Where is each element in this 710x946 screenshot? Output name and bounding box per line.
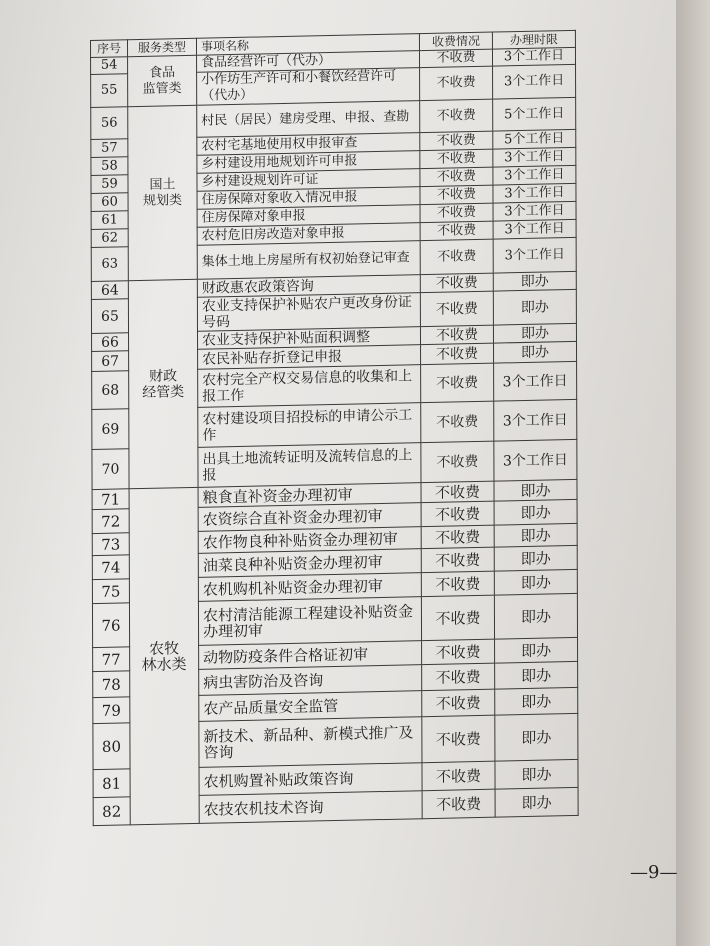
fee-cell: 不收费	[420, 131, 493, 151]
fee-cell: 不收费	[421, 525, 494, 549]
time-limit-cell: 即办	[494, 523, 577, 547]
row-serial: 79	[93, 697, 130, 724]
fee-cell: 不收费	[422, 639, 495, 665]
fee-cell: 不收费	[421, 595, 494, 641]
item-name-cell: 出具土地流转证明及流转信息的上报	[198, 443, 421, 488]
time-limit-cell: 即办	[495, 637, 578, 663]
item-name-cell: 农作物良种补贴资金办理初审	[198, 527, 421, 554]
fee-cell: 不收费	[421, 571, 494, 597]
time-limit-cell: 3个工作日	[493, 64, 576, 99]
item-name-cell: 农民补贴存折登记申报	[198, 345, 421, 370]
item-name-cell: 农村建设项目招投标的申请公示工作	[198, 403, 421, 448]
row-serial: 57	[91, 139, 128, 158]
fee-cell: 不收费	[422, 689, 495, 717]
time-limit-cell: 3个工作日	[493, 183, 576, 203]
time-limit-cell: 5个工作日	[493, 97, 576, 131]
row-serial: 72	[92, 509, 129, 534]
header-time-limit: 办理时限	[492, 30, 575, 49]
item-name-cell: 油菜良种补贴资金办理初审	[198, 549, 421, 578]
fee-cell: 不收费	[420, 66, 493, 101]
header-service-type: 服务类型	[127, 38, 196, 56]
fee-cell: 不收费	[420, 149, 493, 169]
item-name-cell: 农业支持保护补贴面积调整	[198, 327, 421, 350]
time-limit-cell: 即办	[494, 499, 577, 525]
time-limit-cell: 即办	[495, 759, 578, 789]
fee-cell: 不收费	[420, 99, 493, 133]
row-serial: 69	[92, 409, 129, 450]
service-type-cell: 国土 规划类	[128, 105, 198, 280]
fee-cell: 不收费	[420, 273, 493, 293]
time-limit-cell: 即办	[493, 271, 576, 291]
time-limit-cell: 3个工作日	[493, 237, 576, 273]
time-limit-cell: 3个工作日	[493, 201, 576, 221]
row-serial: 61	[91, 211, 128, 230]
row-serial: 55	[91, 74, 128, 108]
service-table-sheet	[90, 30, 579, 826]
fee-cell: 不收费	[421, 501, 494, 527]
row-serial: 60	[91, 193, 128, 212]
row-serial: 54	[91, 57, 128, 75]
fee-cell: 不收费	[422, 761, 495, 791]
time-limit-cell: 即办	[495, 787, 578, 817]
row-serial: 81	[93, 769, 130, 798]
service-type-cell: 财政 经管类	[128, 279, 198, 488]
time-limit-cell: 3个工作日	[494, 439, 577, 481]
time-limit-cell: 即办	[493, 289, 576, 325]
item-name-cell: 新技术、新品种、新模式推广及咨询	[199, 717, 422, 768]
time-limit-cell: 即办	[494, 545, 577, 571]
item-name-cell: 农技农机技术咨询	[199, 791, 422, 824]
fee-cell: 不收费	[421, 401, 494, 443]
fee-cell: 不收费	[420, 325, 493, 345]
time-limit-cell: 3个工作日	[493, 165, 576, 185]
row-serial: 56	[91, 107, 128, 140]
row-serial: 63	[91, 247, 128, 282]
item-name-cell: 粮食直补资金办理初审	[198, 483, 421, 508]
row-serial: 70	[92, 449, 129, 490]
row-serial: 73	[92, 533, 129, 556]
time-limit-cell: 3个工作日	[492, 47, 575, 66]
item-name-cell: 食品经营许可（代办）	[197, 51, 420, 73]
fee-cell: 不收费	[422, 715, 495, 763]
time-limit-cell: 3个工作日	[493, 219, 576, 239]
service-type-cell: 农牧 林水类	[129, 487, 199, 824]
row-serial: 62	[91, 229, 128, 248]
fee-cell: 不收费	[421, 547, 494, 573]
time-limit-cell: 即办	[495, 687, 578, 715]
row-serial: 64	[91, 281, 128, 300]
row-serial: 66	[92, 333, 129, 352]
item-name-cell: 乡村建设规划许可证	[197, 169, 420, 192]
item-name-cell: 病虫害防治及咨询	[199, 665, 422, 696]
header-fee: 收费情况	[419, 32, 492, 51]
time-limit-cell: 3个工作日	[494, 361, 577, 401]
item-name-cell: 农村完全产权交易信息的收集和上报工作	[198, 365, 421, 408]
item-name-cell: 农村清洁能源工程建设补贴资金办理初审	[198, 597, 421, 646]
item-name-cell: 动物防疫条件合格证初审	[199, 641, 422, 670]
service-table	[90, 30, 579, 826]
row-serial: 67	[92, 351, 129, 372]
page-edge	[676, 0, 710, 946]
item-name-cell: 住房保障对象收入情况申报	[197, 187, 420, 210]
fee-cell: 不收费	[420, 291, 493, 327]
time-limit-cell: 即办	[493, 323, 576, 343]
fee-cell: 不收费	[419, 49, 492, 68]
time-limit-cell: 即办	[494, 479, 577, 501]
item-name-cell: 集体土地上房屋所有权初始登记审查	[197, 241, 420, 280]
time-limit-cell: 即办	[494, 593, 577, 639]
page-number: —9—	[630, 862, 678, 883]
item-name-cell: 村民（居民）建房受理、申报、查勘	[197, 101, 420, 138]
item-name-cell: 农村危旧房改造对象申报	[197, 223, 420, 246]
row-serial: 59	[91, 175, 128, 194]
row-serial: 58	[91, 157, 128, 176]
row-serial: 68	[92, 371, 129, 410]
row-serial: 82	[93, 797, 130, 826]
item-name-cell: 农村宅基地使用权申报审查	[197, 133, 420, 156]
row-serial: 78	[93, 671, 130, 698]
fee-cell: 不收费	[422, 663, 495, 691]
row-serial: 71	[92, 489, 129, 510]
item-name-cell: 住房保障对象申报	[197, 205, 420, 228]
fee-cell: 不收费	[422, 789, 495, 819]
row-serial: 80	[93, 723, 130, 770]
item-name-cell: 财政惠农政策咨询	[197, 275, 420, 298]
time-limit-cell: 5个工作日	[493, 129, 576, 149]
item-name-cell: 农机购机补贴资金办理初审	[198, 573, 421, 602]
row-serial: 65	[91, 299, 128, 334]
fee-cell: 不收费	[421, 441, 494, 483]
item-name-cell: 农机购置补贴政策咨询	[199, 763, 422, 796]
time-limit-cell: 即办	[493, 341, 576, 363]
header-item-name: 事项名称	[196, 34, 419, 56]
item-name-cell: 农产品质量安全监管	[199, 691, 422, 722]
time-limit-cell: 3个工作日	[494, 399, 577, 441]
fee-cell: 不收费	[420, 239, 493, 275]
item-name-cell: 乡村建设用地规划许可申报	[197, 151, 420, 174]
fee-cell: 不收费	[421, 481, 494, 503]
item-name-cell: 农资综合直补资金办理初审	[198, 503, 421, 532]
service-type-cell: 食品 监管类	[128, 55, 197, 106]
item-name-cell: 小作坊生产许可和小餐饮经营许可（代办）	[197, 68, 420, 106]
row-serial: 77	[93, 647, 130, 672]
header-serial: 序号	[91, 40, 128, 58]
row-serial: 74	[92, 555, 129, 580]
fee-cell: 不收费	[420, 221, 493, 241]
row-serial: 75	[92, 579, 129, 604]
time-limit-cell: 即办	[495, 661, 578, 689]
fee-cell: 不收费	[421, 363, 494, 403]
item-name-cell: 农业支持保护补贴农户更改身份证号码	[197, 293, 420, 332]
row-serial: 76	[92, 603, 129, 648]
time-limit-cell: 即办	[495, 713, 578, 761]
table-body	[91, 47, 579, 825]
fee-cell: 不收费	[420, 167, 493, 187]
fee-cell: 不收费	[420, 185, 493, 205]
fee-cell: 不收费	[420, 203, 493, 223]
time-limit-cell: 即办	[494, 569, 577, 595]
time-limit-cell: 3个工作日	[493, 147, 576, 167]
fee-cell: 不收费	[421, 343, 494, 365]
